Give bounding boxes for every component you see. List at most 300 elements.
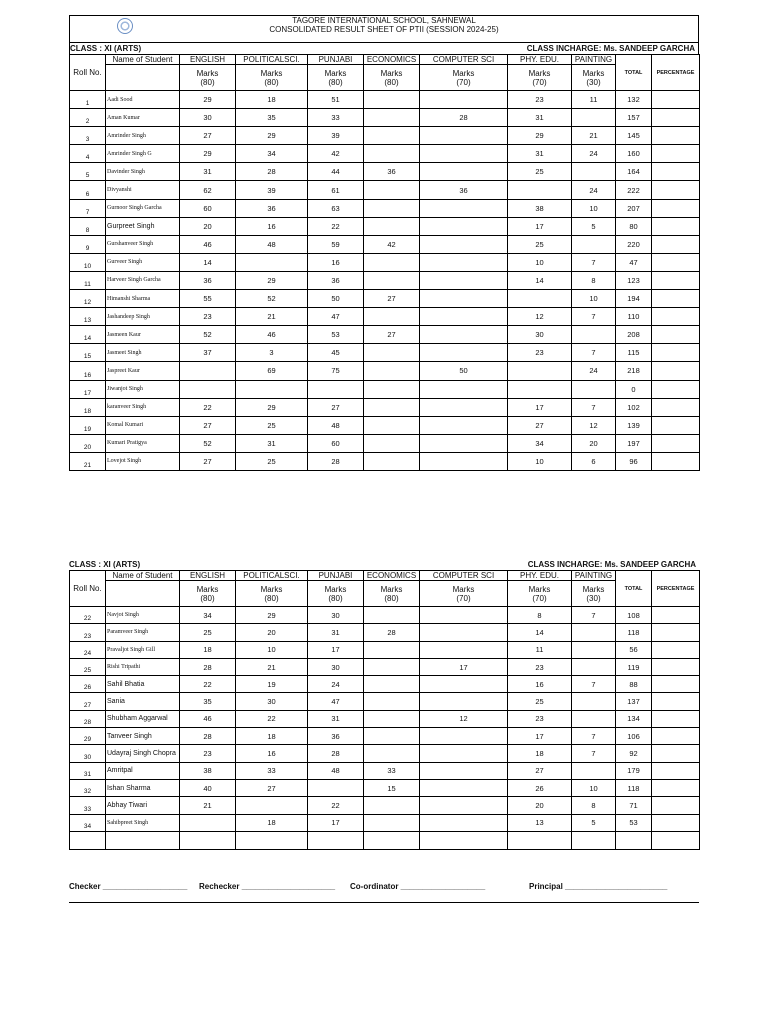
student-name: Pravaljot Singh Gill [106,641,180,658]
roll-number: 17 [70,380,106,398]
mark-cell: 23 [508,710,572,727]
mark-cell: 36 [364,163,420,181]
roll-number: 13 [70,308,106,326]
total-cell: 56 [616,641,652,658]
marks-label: Marks [324,68,347,78]
mark-cell: 25 [508,235,572,253]
student-row [70,344,700,362]
mark-cell [420,326,508,344]
subject-header: PHY. EDU. [508,571,572,581]
mark-cell: 45 [308,344,364,362]
roll-header: Roll No. [70,571,106,607]
mark-cell: 60 [180,199,236,217]
student-row [70,779,700,796]
student-row [70,127,700,145]
student-name: Jaspreet Kaur [106,362,180,380]
student-row [70,676,700,693]
total-cell: 197 [616,434,652,452]
student-row [70,762,700,779]
subject-header: POLITICALSCI. [236,571,308,581]
mark-cell: 29 [508,127,572,145]
roll-number: 10 [70,253,106,271]
total-header: TOTAL [616,571,652,607]
mark-cell [420,434,508,452]
total-cell: 220 [616,235,652,253]
mark-cell: 28 [364,624,420,641]
mark-cell: 28 [236,163,308,181]
student-name: Gurshanveer Singh [106,235,180,253]
mark-cell [180,814,236,831]
mark-cell: 12 [572,416,616,434]
total-cell: 123 [616,271,652,289]
student-row [70,607,700,624]
percentage-cell [652,145,700,163]
mark-cell: 3 [236,344,308,362]
percentage-cell [652,308,700,326]
subject-header: PAINTING [572,571,616,581]
mark-cell: 36 [236,199,308,217]
mark-cell: 7 [572,253,616,271]
mark-cell: 10 [572,290,616,308]
percentage-cell [652,398,700,416]
roll-number: 15 [70,344,106,362]
class-label: CLASS : XI (ARTS) [69,560,141,569]
name-header-blank [106,65,180,91]
empty-cell [420,831,508,849]
total-cell: 118 [616,624,652,641]
mark-cell: 75 [308,362,364,380]
max-marks-cell [420,65,508,91]
mark-cell: 47 [308,693,364,710]
student-row [70,745,700,762]
student-name: Jasmeet Singh [106,344,180,362]
mark-cell [364,127,420,145]
mark-cell [420,271,508,289]
max-marks-cell [508,65,572,91]
mark-cell: 23 [180,308,236,326]
mark-cell: 10 [572,779,616,796]
mark-cell: 50 [308,290,364,308]
mark-cell: 34 [236,145,308,163]
subject-header: ENGLISH [180,55,236,65]
mark-cell: 51 [308,91,364,109]
rechecker-signature: Rechecker _____________________ [199,882,336,891]
mark-cell [420,380,508,398]
mark-cell: 21 [180,797,236,814]
result-sheet-1 [69,15,699,471]
mark-cell: 18 [508,745,572,762]
student-row [70,271,700,289]
percentage-cell [652,797,700,814]
total-cell: 0 [616,380,652,398]
school-name: TAGORE INTERNATIONAL SCHOOL, SAHNEWAL [292,16,476,25]
signature-footer [69,880,699,903]
student-name: Tanveer Singh [106,728,180,745]
mark-cell: 17 [308,641,364,658]
mark-cell: 39 [308,127,364,145]
incharge-label: CLASS INCHARGE: Ms. SANDEEP GARCHA [527,560,696,569]
roll-number: 1 [70,91,106,109]
mark-cell: 28 [420,109,508,127]
mark-cell: 27 [364,290,420,308]
total-cell: 207 [616,199,652,217]
mark-cell: 69 [236,362,308,380]
total-cell: 102 [616,398,652,416]
student-name: Jiwanjot Singh [106,380,180,398]
percentage-cell [652,814,700,831]
mark-cell: 15 [364,779,420,796]
mark-cell: 23 [508,91,572,109]
roll-number: 25 [70,658,106,675]
student-name: Harveer Singh Garcha [106,271,180,289]
mark-cell: 24 [572,145,616,163]
mark-cell: 25 [508,693,572,710]
max-marks-value: (80) [200,593,215,603]
mark-cell: 29 [236,607,308,624]
percentage-cell [652,253,700,271]
total-cell: 53 [616,814,652,831]
mark-cell: 7 [572,745,616,762]
percentage-cell [652,779,700,796]
total-cell: 194 [616,290,652,308]
mark-cell [572,380,616,398]
student-name: Aadi Sood [106,91,180,109]
class-label: CLASS : XI (ARTS) [70,44,142,53]
student-row [70,253,700,271]
roll-number: 19 [70,416,106,434]
total-cell: 115 [616,344,652,362]
subject-header: ENGLISH [180,571,236,581]
student-name: Sahil Bhatia [106,676,180,693]
mark-cell: 59 [308,235,364,253]
student-row [70,728,700,745]
mark-cell: 36 [420,181,508,199]
subject-header: PUNJABI [308,55,364,65]
percentage-cell [652,326,700,344]
roll-number: 26 [70,676,106,693]
mark-cell: 34 [508,434,572,452]
percentage-cell [652,199,700,217]
mark-cell: 33 [308,109,364,127]
total-cell: 157 [616,109,652,127]
percentage-cell [652,290,700,308]
mark-cell: 27 [236,779,308,796]
student-row [70,199,700,217]
student-row [70,624,700,641]
mark-cell: 18 [180,641,236,658]
mark-cell [420,199,508,217]
name-header: Name of Student [106,55,180,65]
max-marks-value: (80) [384,593,399,603]
mark-cell [420,641,508,658]
percentage-header: PERCENTAGE [652,571,700,607]
total-cell: 132 [616,91,652,109]
roll-number: 16 [70,362,106,380]
max-marks-cell [572,65,616,91]
mark-cell [508,362,572,380]
mark-cell [364,745,420,762]
mark-cell [572,710,616,727]
student-name: Aman Kumar [106,109,180,127]
roll-number: 9 [70,235,106,253]
mark-cell [364,181,420,199]
mark-cell: 7 [572,607,616,624]
mark-cell: 10 [508,452,572,470]
percentage-cell [652,728,700,745]
mark-cell: 50 [420,362,508,380]
mark-cell [420,253,508,271]
mark-cell: 24 [308,676,364,693]
mark-cell: 47 [308,308,364,326]
mark-cell [308,779,364,796]
mark-cell: 21 [572,127,616,145]
max-marks-cell [364,65,420,91]
mark-cell: 36 [308,728,364,745]
roll-number: 27 [70,693,106,710]
total-cell: 47 [616,253,652,271]
total-cell: 145 [616,127,652,145]
student-row [70,163,700,181]
mark-cell [508,290,572,308]
student-row [70,308,700,326]
student-name: Paramveer Singh [106,624,180,641]
empty-cell [180,831,236,849]
mark-cell: 18 [236,91,308,109]
student-name: Divyanshi [106,181,180,199]
mark-cell [420,344,508,362]
mark-cell: 52 [180,326,236,344]
percentage-cell [652,434,700,452]
percentage-cell [652,181,700,199]
total-cell: 106 [616,728,652,745]
mark-cell: 27 [180,452,236,470]
empty-cell [616,831,652,849]
empty-cell [572,831,616,849]
mark-cell [572,693,616,710]
principal-signature: Principal _______________________ [529,882,668,891]
roll-number: 2 [70,109,106,127]
mark-cell [364,676,420,693]
mark-cell [236,797,308,814]
mark-cell [420,163,508,181]
total-cell: 208 [616,326,652,344]
mark-cell: 48 [308,416,364,434]
total-cell: 134 [616,710,652,727]
student-row [70,290,700,308]
percentage-cell [652,607,700,624]
mark-cell: 22 [308,217,364,235]
student-name: Udayraj Singh Chopra [106,745,180,762]
subject-header: PAINTING [572,55,616,65]
mark-cell: 48 [308,762,364,779]
name-header: Name of Student [106,571,180,581]
mark-cell: 44 [308,163,364,181]
mark-cell [572,163,616,181]
total-cell: 164 [616,163,652,181]
mark-cell: 52 [236,290,308,308]
student-name: Navjot Singh [106,607,180,624]
marks-label: Marks [452,584,475,594]
total-cell: 139 [616,416,652,434]
mark-cell: 29 [236,398,308,416]
mark-cell: 17 [508,728,572,745]
roll-number: 18 [70,398,106,416]
total-cell: 96 [616,452,652,470]
student-name: Amrinder Singh G [106,145,180,163]
percentage-cell [652,109,700,127]
roll-number: 23 [70,624,106,641]
mark-cell: 16 [236,745,308,762]
percentage-cell [652,658,700,675]
mark-cell [572,624,616,641]
mark-cell: 11 [572,91,616,109]
mark-cell: 21 [236,658,308,675]
mark-cell: 22 [180,676,236,693]
mark-cell: 29 [180,91,236,109]
roll-number: 11 [70,271,106,289]
mark-cell: 28 [308,745,364,762]
student-name: Davinder Singh [106,163,180,181]
mark-cell: 33 [236,762,308,779]
student-row [70,362,700,380]
mark-cell: 7 [572,398,616,416]
student-row [70,181,700,199]
mark-cell [364,217,420,235]
mark-cell: 48 [236,235,308,253]
subject-header: PHY. EDU. [508,55,572,65]
mark-cell: 34 [180,607,236,624]
mark-cell: 42 [308,145,364,163]
roll-number: 24 [70,641,106,658]
student-row [70,641,700,658]
empty-cell [106,831,180,849]
max-marks-value: (80) [384,77,399,87]
mark-cell: 25 [236,416,308,434]
mark-cell: 55 [180,290,236,308]
mark-cell: 7 [572,728,616,745]
roll-number: 14 [70,326,106,344]
student-name: Komal Kumari [106,416,180,434]
student-name: Abhay Tiwari [106,797,180,814]
empty-cell [508,831,572,849]
mark-cell: 7 [572,308,616,326]
header-row-max-marks [70,581,700,607]
school-logo [117,18,133,34]
mark-cell: 38 [180,762,236,779]
total-cell: 88 [616,676,652,693]
student-name: Amrinder Singh [106,127,180,145]
mark-cell: 17 [420,658,508,675]
mark-cell [364,362,420,380]
mark-cell: 31 [236,434,308,452]
mark-cell: 27 [508,762,572,779]
roll-number: 34 [70,814,106,831]
max-marks-value: (30) [586,77,601,87]
empty-cell [308,831,364,849]
mark-cell [364,814,420,831]
empty-cell [236,831,308,849]
marks-table-1 [69,54,700,471]
mark-cell: 5 [572,814,616,831]
mark-cell [364,271,420,289]
mark-cell [420,235,508,253]
mark-cell [364,199,420,217]
marks-label: Marks [380,68,403,78]
class-info-row [69,42,699,54]
student-row [70,452,700,470]
student-row [70,235,700,253]
total-cell: 218 [616,362,652,380]
total-cell: 80 [616,217,652,235]
student-row [70,109,700,127]
student-row [70,693,700,710]
mark-cell [420,797,508,814]
mark-cell: 23 [508,344,572,362]
student-name: Gurveer Singh [106,253,180,271]
mark-cell: 25 [236,452,308,470]
marks-label: Marks [260,68,283,78]
roll-number: 3 [70,127,106,145]
mark-cell [364,308,420,326]
mark-cell: 20 [236,624,308,641]
percentage-cell [652,693,700,710]
percentage-cell [652,271,700,289]
mark-cell: 7 [572,344,616,362]
mark-cell: 29 [236,127,308,145]
sheet-header [69,15,699,42]
mark-cell [420,145,508,163]
mark-cell [420,814,508,831]
marks-label: Marks [582,584,605,594]
max-marks-value: (80) [264,77,279,87]
mark-cell: 33 [364,762,420,779]
empty-cell [70,831,106,849]
mark-cell: 37 [180,344,236,362]
mark-cell [364,607,420,624]
sheet-title: CONSOLIDATED RESULT SHEET OF PTII (SESSION 2024-25) [269,25,499,34]
mark-cell: 60 [308,434,364,452]
student-name: Rishi Tripathi [106,658,180,675]
marks-label: Marks [528,584,551,594]
student-row [70,710,700,727]
mark-cell: 14 [508,624,572,641]
total-cell: 110 [616,308,652,326]
mark-cell [364,641,420,658]
mark-cell: 38 [508,199,572,217]
mark-cell: 8 [508,607,572,624]
percentage-header: PERCENTAGE [652,55,700,91]
mark-cell: 31 [508,145,572,163]
total-cell: 119 [616,658,652,675]
student-name: Kumari Pratigya [106,434,180,452]
mark-cell: 40 [180,779,236,796]
max-marks-value: (30) [586,593,601,603]
header-row-max-marks [70,65,700,91]
mark-cell: 10 [508,253,572,271]
mark-cell: 31 [308,624,364,641]
roll-number: 4 [70,145,106,163]
mark-cell: 28 [180,728,236,745]
mark-cell: 36 [308,271,364,289]
mark-cell [420,676,508,693]
result-sheet-2 [69,559,699,850]
mark-cell: 52 [180,434,236,452]
mark-cell: 27 [308,398,364,416]
student-name: Ishan Sharma [106,779,180,796]
mark-cell: 17 [508,398,572,416]
mark-cell: 14 [508,271,572,289]
mark-cell [364,797,420,814]
